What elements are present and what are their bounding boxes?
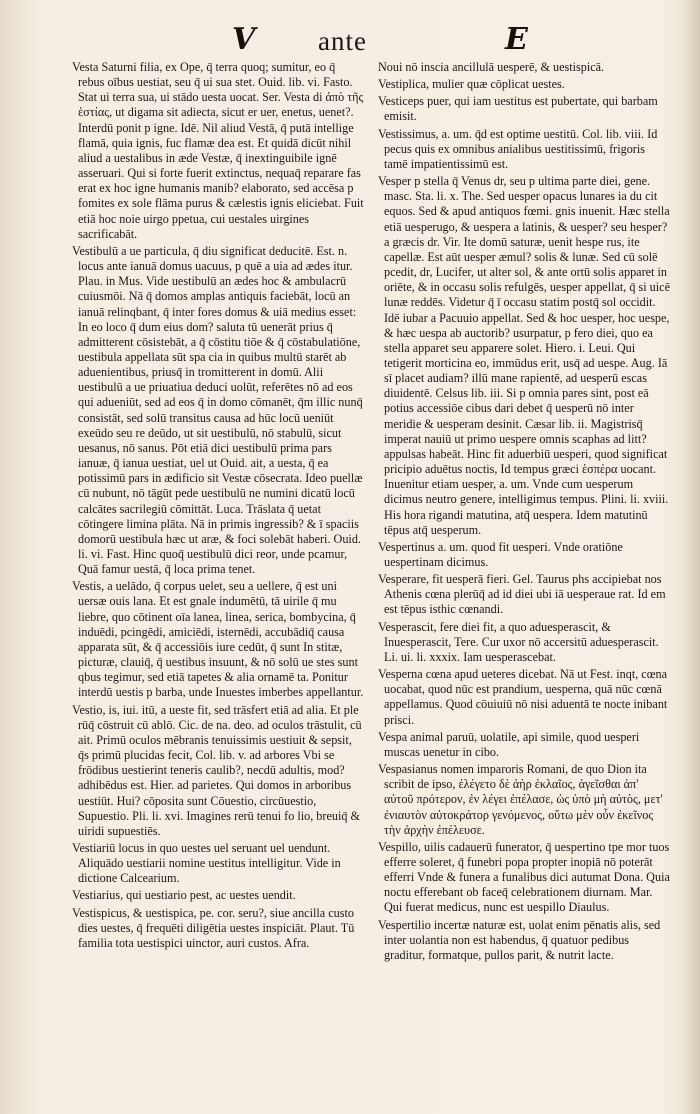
header-right-mark: E — [505, 22, 528, 57]
entry-vestispicus: Vestispicus, & uestispica, pe. cor. seru?, siue ancilla custo dies uestes, q̄ frequēti diligētia uestes inspiciāt. Plaut. Tū familia tota uestispici uinctor, auri custos. Afra. — [72, 905, 355, 950]
entry-vestiarium: Vestiariū locus in quo uestes uel seruant uel uendunt. Aliquādo uestiarii nomine uestitus intelligitur. Vide in dictione Calcearium. — [72, 840, 341, 886]
page-edge-shadow — [682, 0, 700, 1114]
page-header — [0, 22, 700, 62]
entry-vesperare: Vesperare, fit uesperā fieri. Gel. Taurus phs accipiebat nos Athenis cœna plerūq̄ ad id diei ubi iā uesperaue rat. Id em est tēpus isthic cœnandi. — [378, 572, 666, 617]
entry-vespasianus: Vespasianus nomen imparoris Romani, de quo Dion ita scribit de ipso, ἐλέγετο δὲ ἀὴρ ἐκλαῖος, ἀγεῖσθαι ἀπ' αὐτοῦ πρότερον, ἐν λέγει ἐπέλασε, ὡς ὑπὸ μὴ αὐτὸς, μετ' ἐνιαυτὸν αὐτοκράτορ γενόμενος, οὕτω μὲν οὖν ἐκεῖνος τὴν ἀρχὴν ἐπέλευσε. — [378, 762, 663, 837]
entry-vesta: Vesta Saturni filia, ex Ope, q̄ terra quoq; sumitur, eo q̄ rebus oībus uestiat, seu q̄ ui sua stet. Ouid. lib. vi. Fasto. Stat ui terra sua, ui stādo uesta uocat. Ser. Vesta di ἀπὸ τῆς ἑστίας, ut digama sit adiecta, sicut er uer, enetus, uenet?. Interdū ponit p igne. Idē. Nil aliud Vestā, q̄ putā intellige flamā, quia ignis, fuc flamæ dea est. Et quidā dicūt nihil aliud a uestalibus in æde Vestæ, q̄ inextinguibile ignē asseruari. Qui si forte fuerit extinctus, nequaq̄ reparare fas erat ex hoc igne humanis manib? elaborato, sed accēsa p fomites ex sole flāma purus & cælestis ignis eliciebat. Fuit etiā hoc noie uirgo ppetua, cui uestales uirgines sacrificabāt. — [72, 60, 364, 241]
entry-vesperna: Vesperna cœna apud ueteres dicebat. Nā ut Fest. inqt, cœna uocabat, quod nūc est prandium, uesperna, quā nūc cœnā appellamus. Quod cōuiuiū nō nisi aduentā te nocte inibant prisci. — [378, 667, 668, 727]
entry-vestiarius: Vestiarius, qui uestiario pest, ac uestes uendit. — [72, 888, 296, 903]
entry-vesticeps: Vesticeps puer, qui iam uestitus est pubertate, qui barbam emisit. — [378, 94, 658, 124]
header-left-mark: V — [232, 22, 256, 57]
entry-vestio: Vestio, is, iui. itū, a ueste fit, sed trāsfert etiā ad alia. Et ple rūq̄ cōstruit cū ablō. Cic. de na. deo. ad oculos trāstulit, cū ait. Primū oculos mēbranis tenuissimis uestiuit & sepsit, q̄s primū plucidas fecit, Col. lib. v. ad arbores Vbi se frōdibus uestierint teneris caulib?, necdū adultis, mod? adhibēdus est. Hier. ad parietes. Qui domos in arboribus uestiūt. Hui? cōposita sunt Cōuestio, circūuestio, Supuestio. Pli. li. xvi. Imagines rerū tenui fo lio, breuiq̄ & uiridi supuestiēs. — [72, 702, 362, 838]
entry-vespa: Vespa animal paruū, uolatile, api simile, quod uesperi muscas uenetur in cibo. — [378, 729, 640, 759]
entry-vestiplica: Vestiplica, mulier quæ cōplicat uestes. — [378, 77, 565, 92]
right-column — [378, 60, 670, 965]
entry-vespertinus: Vespertinus a. um. quod fit uesperi. Vnde oratiōne uespertinam dicimus. — [378, 539, 623, 569]
left-column — [72, 60, 364, 953]
entry-vestitissimus: Vestissimus, a. um. q̄d est optime uestitū. Col. lib. viii. Id pecus quis ex omnibus anialibus uestitissimū, frigoris tamē impatientissimū est. — [378, 126, 658, 171]
entry-continuation: Noui nō inscia ancillulā uesperē, & uestispicā. — [378, 60, 605, 74]
entry-vesperascit: Vesperascit, fere diei fit, a quo aduesperascit, & Inuesperascit, Tere. Cur uxor nō accersitū aduesperascit. Li. ui. li. xxxix. Iam uesperascebat. — [378, 619, 659, 664]
entry-vesper: Vesper p stella q̄ Venus dr, seu p ultima parte diei, gene. masc. Sta. li. x. The. Sed uesper opacus lunares ia du cit equos. Sed & apud antiquos fœmi. gnis inuenit. Hæc stella etiā uesperugo, & uespera a latinis, & uesper? seu hesper? a græcis dr. Vir. Ite domū saturæ, uenit hespe rus, ite capellæ. Est aūt uesper æmul? solis & lunæ. Sed cū solē pcedit, dr, Lucifer, ut alter sol, & ante ortū solis apparet in oriēte, & in occasu solis refulgēs, uesper appellat, q̄ si uicē lunæ reddēs. Videtur q̄ ī occasu statim postq̄ sol occidit. Idē iubar a Pacuuio appellat. Sed & hoc uesper, hoc uespe, & hæc uespa ab auctorib? usurpatur, p fero diei, quo ea stella apparet seu apparere solet. Hiero. i. Leui. Qui tetigerit morticina eo, immūdus erit, usq̄ ad uespe. Aug. Iā sī placet audiam? illū mane rapientē, ad uesperū escas diuidentē. Celsus lib. iii. Si p omnia pares sint, post eā potius accessiōe cibus dari debet q̄ uesperū nō inter meridie & uesperam desinit. Cæsar lib. ii. Magistrisq̄ imperat nauiū ut primo uespere omnis scaphas ad litt? appulsas habeāt. Hinc fit aduerbiū uesperi, quod significat pricipio aduētus noctis, Id tempus græci ἑσπέρα uocant. Inuenitur etiam uesper, a. um. Vnde cum uesperum dicimus neutro genere, intelligimus tempus. Plini. li. xviii. His hora rigandi matutina, atq̄ uespera. Idem matutinū tēpus atq̄ uesperum. — [378, 174, 670, 537]
running-head: ante — [318, 26, 367, 56]
entry-vestibulum: Vestibulū a ue particula, q̄ diu significat deducitē. Est. n. locus ante ianuā domus uacuus, p quē a uia ad ædes itur. Plau. in Mus. Vide uestibulū an ædes hoc & ambulacrū cuiusmōi. Nā q̄ domos amplas antiquis faciebāt, locū an ianuā relinqbant, q̄ inter fores domus & uiā medius esset: In eo loco q̄ dum eius dom? saluta tū uenerāt prius q̄ admitterent cōsistebāt, a q̄ cōstitu tiōe & q̄ cōstabulatiōne, uestibula appellata sūt spa cia in quibus multū starēt ab aduenientibus, priusq̄ in tromitterent in domū. Alii uestibulū a ue priuatiua deduci uolūt, referētes nō ad eos qui adueniūt, sed ad eos q̄ in domo cōmanēt, q̄m illic nunq̄ consistāt, sed solū transitus causa ad hūc locū ueniūt exeūdo seu re deūdo, ut sit uestibulū, nō stabulū, sicut uesanus, nō sanus. Pōt etiā dici uestibulū prima pars ianuæ, q̄ ianua uestiat, uel ut Ouid. ait, a uesta, q̄ ea potissimū pars in ædificio sit Vestæ cōsecrata. Ideo puellæ cū nubunt, nō tāgūt pede uestibulū ne numini dicatū locū calcātes sacrilegiū cōmittāt. Luca. Trāslata q̄ uetat cōtingere limina plāta. Nā in primis ingressib? & ī spaciis domorū uestibula hæc ut aræ, & foci solebāt haberi. Ouid. li. vi. Fast. Hinc quoq̄ uestibulū dici reor, unde pcamur, Quā famur uestā, q̄ loca prima tenet. — [72, 243, 363, 577]
entry-vestis: Vestis, a uelādo, q̄ corpus uelet, seu a uellere, q̄ est uni uersæ ouis lana. Et est gnale indumētū, tā uirile q̄ mu liebre, quo cōtinent oīa lanea, linea, serica, bombycina, q̄ induēdi, pcingēdi, amiciēdi, isternēdi, accubādiq̄ causa apparata sūt, & q̄ accessiōis iure cedūt, q̄ sunt In stitæ, picturæ, clauiq̄, q̄ uestibus insuunt, & nō solū ue stes sunt qbus tegimur, sed etiā tapetes & alia ornamē ta. Ponitur interdū uestis p barba, unde Inuestes imberbes appellantur. — [72, 579, 364, 700]
entry-vespertilio: Vespertilio incertæ naturæ est, uolat enim pēnatis alis, sed inter uolantia non est habendus, q̄ quatuor pedibus graditur, formatque, pullos parit, & nutrit lacte. — [378, 917, 661, 962]
entry-vespillo: Vespillo, uilis cadauerū funerator, q̄ uespertino tpe mor tuos efferre soleret, q̄ funebri popa propter inopiā nō poterāt efferri Vnde & funera a funalibus dici autumat Dona. Quia noctu efferebant ob faceq̄ celebrationem diurnam. Mar. Qui fuerat medicus, nunc est uespillo Diaulus. — [378, 839, 670, 915]
